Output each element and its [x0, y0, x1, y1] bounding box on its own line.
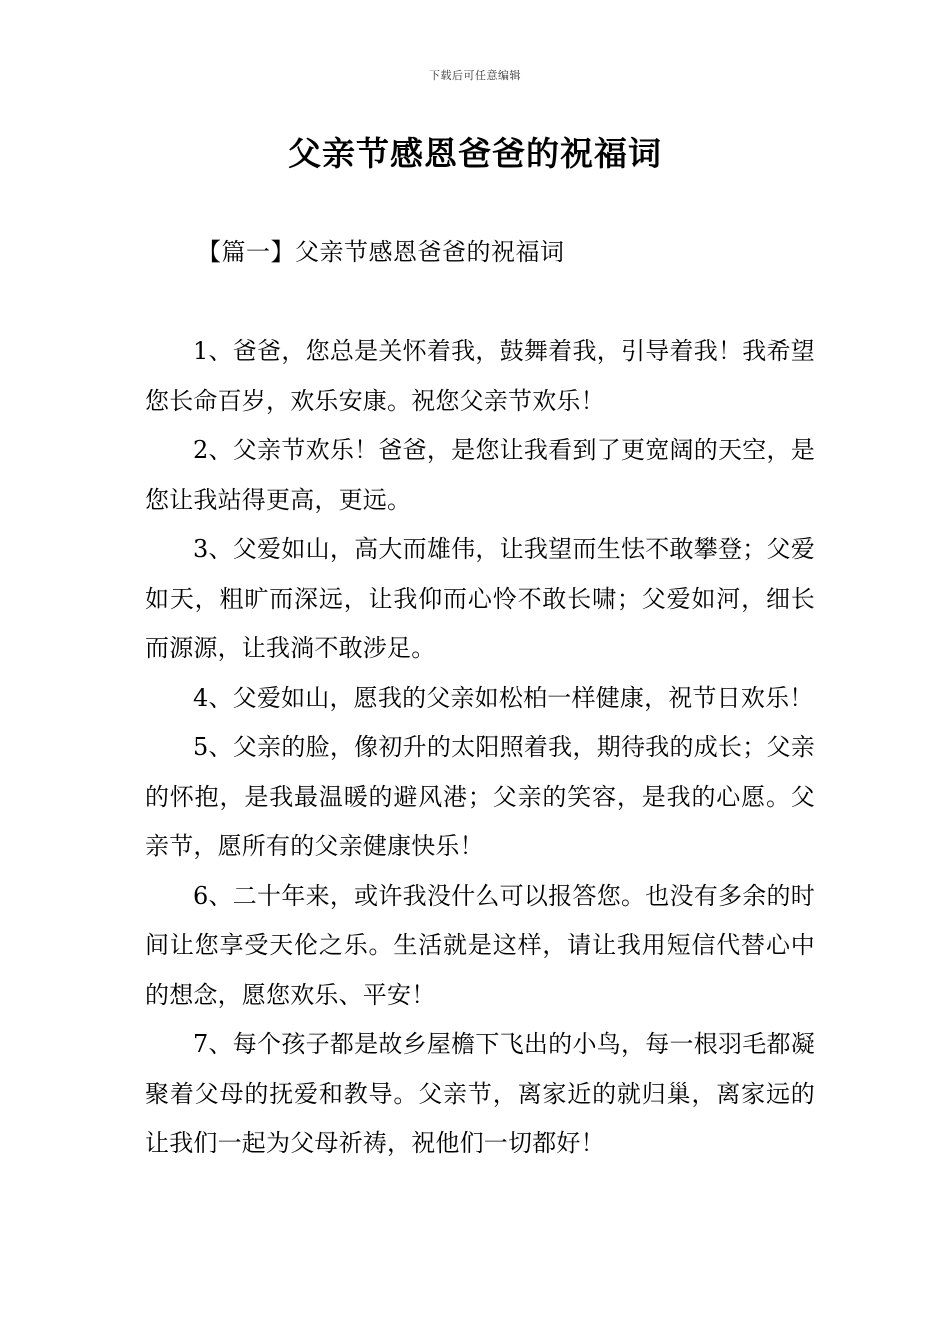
- paragraph-2: 2、父亲节欢乐！爸爸，是您让我看到了更宽阔的天空，是您让我站得更高，更远。: [145, 436, 815, 514]
- paragraph-1: 1、爸爸，您总是关怀着我，鼓舞着我，引导着我！我希望您长命百岁，欢乐安康。祝您父亲节欢乐！: [145, 337, 815, 415]
- paragraph-6: 6、二十年来，或许我没什么可以报答您。也没有多余的时间让您享受天伦之乐。生活就是这样，请让我用短信代替心中的想念，愿您欢乐、平安！: [145, 881, 815, 1009]
- paragraph-3: 3、父爱如山，高大而雄伟，让我望而生怯不敢攀登；父爱如天，粗旷而深远，让我仰而心怜不敢长啸；父爱如河，细长而源源，让我淌不敢涉足。: [145, 535, 815, 662]
- paragraph-4: 4、父爱如山，愿我的父亲如松柏一样健康，祝节日欢乐！: [193, 683, 814, 712]
- paragraph-7: 7、每个孩子都是故乡屋檐下飞出的小鸟，每一根羽毛都凝聚着父母的抚爱和教导。父亲节，离家近的就归巢，离家远的让我们一起为父母祈祷，祝他们一切都好！: [145, 1030, 815, 1157]
- page-title: 父亲节感恩爸爸的祝福词: [288, 134, 662, 173]
- section-heading: 【篇一】父亲节感恩爸爸的祝福词: [197, 238, 565, 266]
- body-text: [145, 327, 815, 1169]
- paragraph-5: 5、父亲的脸，像初升的太阳照着我，期待我的成长；父亲的怀抱，是我最温暖的避风港；父亲的笑容，是我的心愿。父亲节，愿所有的父亲健康快乐！: [145, 733, 815, 860]
- header-note: 下载后可任意编辑: [429, 69, 521, 82]
